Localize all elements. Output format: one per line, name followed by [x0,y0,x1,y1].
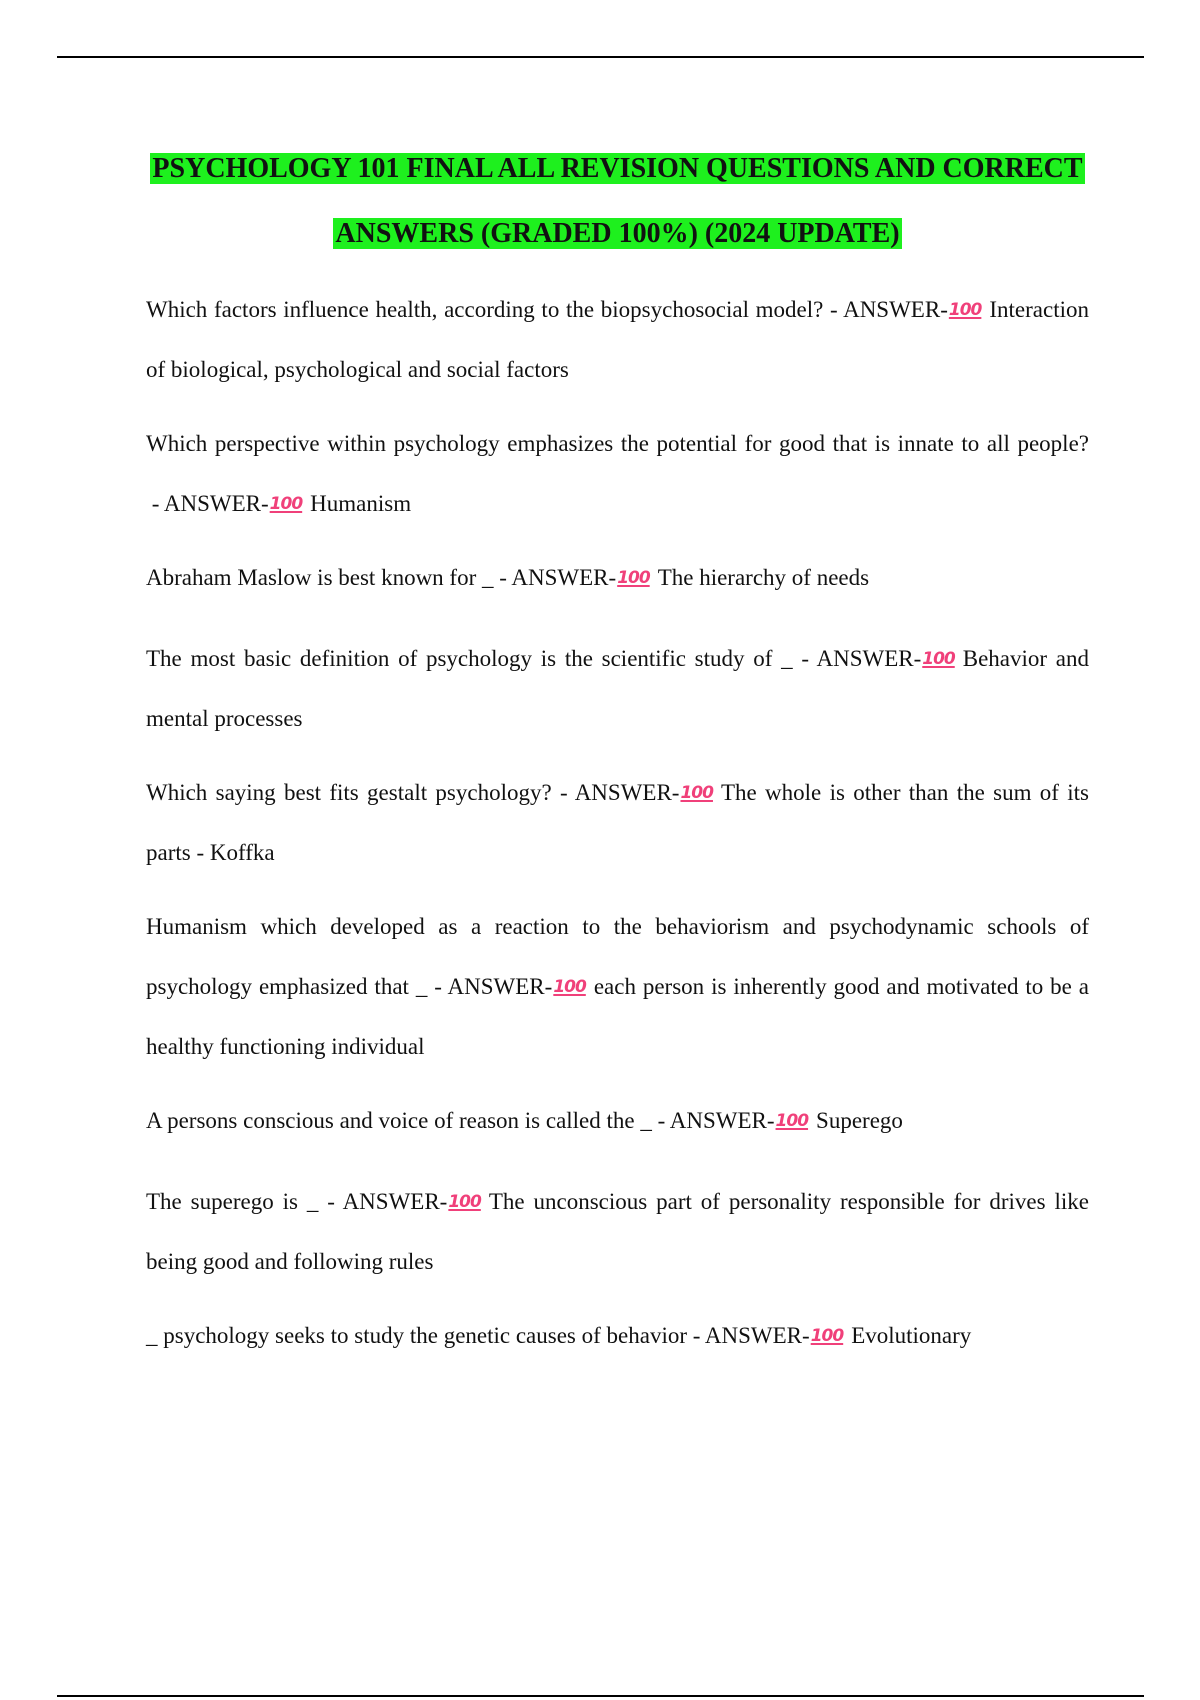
qa-item [146,548,1089,608]
qa-item [146,897,1089,1077]
answer-text: The whole is other than the sum of its parts - Koffka [146,780,1089,865]
answer-text: Behavior and mental processes [146,646,1089,731]
answer-text: Interaction of biological, psychological and social factors [146,297,1089,382]
title-line-1: PSYCHOLOGY 101 FINAL ALL REVISION QUESTIONS AND CORRECT [152,153,1083,184]
answer-separator: - ANSWER- [427,974,553,999]
hundred-points-icon: 100 [448,1192,481,1212]
answer-separator: - ANSWER- [318,1189,448,1214]
hundred-points-icon: 100 [810,1326,844,1346]
hundred-points-icon: 100 [922,649,955,669]
answer-separator: - ANSWER- [687,1323,810,1348]
qa-item [146,414,1089,534]
hundred-points-icon: 100 [617,568,650,588]
qa-item [146,763,1089,883]
qa-item [146,1306,1089,1366]
question-text: Humanism which developed as a reaction to the behaviorism and psychodynamic schools of psychology emphasized that _ [146,914,1089,999]
qa-list [146,280,1089,1387]
title-line-2: ANSWERS (GRADED 100%) (2024 UPDATE) [335,218,900,249]
header-rule [57,56,1144,58]
hundred-points-icon: 100 [553,977,586,997]
answer-separator: - ANSWER- [823,297,948,322]
answer-text: Evolutionary [851,1323,972,1348]
document-title [146,136,1089,266]
question-text: A persons conscious and voice of reason is called the _ [146,1108,652,1133]
answer-text: Superego [816,1108,903,1133]
hundred-points-icon: 100 [680,783,713,803]
answer-separator: - ANSWER- [651,1108,775,1133]
answer-text: The hierarchy of needs [657,565,870,590]
answer-separator: - ANSWER- [146,491,269,516]
question-text: The superego is _ [146,1189,319,1214]
answer-text: The unconscious part of personality responsible for drives like being good and following rules [146,1189,1089,1274]
answer-text: each person is inherently good and motivated to be a healthy functioning individual [146,974,1089,1059]
qa-item [146,1172,1089,1292]
question-text: Which factors influence health, according to the biopsychosocial model? [146,297,824,322]
answer-separator: - ANSWER- [551,780,680,805]
answer-text: Humanism [310,491,412,516]
hundred-points-icon: 100 [269,494,303,514]
question-text: The most basic definition of psychology is the scientific study of _ [146,646,793,671]
question-text: Which perspective within psychology emphasizes the potential for good that is innate to all people? [146,431,1089,456]
qa-item [146,629,1089,749]
qa-item [146,1091,1089,1151]
question-text: _ psychology seeks to study the genetic causes of behavior [146,1323,688,1348]
footer-rule [57,1695,1144,1697]
answer-separator: - ANSWER- [792,646,922,671]
answer-separator: - ANSWER- [493,565,617,590]
hundred-points-icon: 100 [948,300,982,320]
question-text: Abraham Maslow is best known for _ [146,565,494,590]
qa-item [146,280,1089,400]
hundred-points-icon: 100 [775,1111,809,1131]
question-text: Which saying best fits gestalt psychology? [146,780,552,805]
